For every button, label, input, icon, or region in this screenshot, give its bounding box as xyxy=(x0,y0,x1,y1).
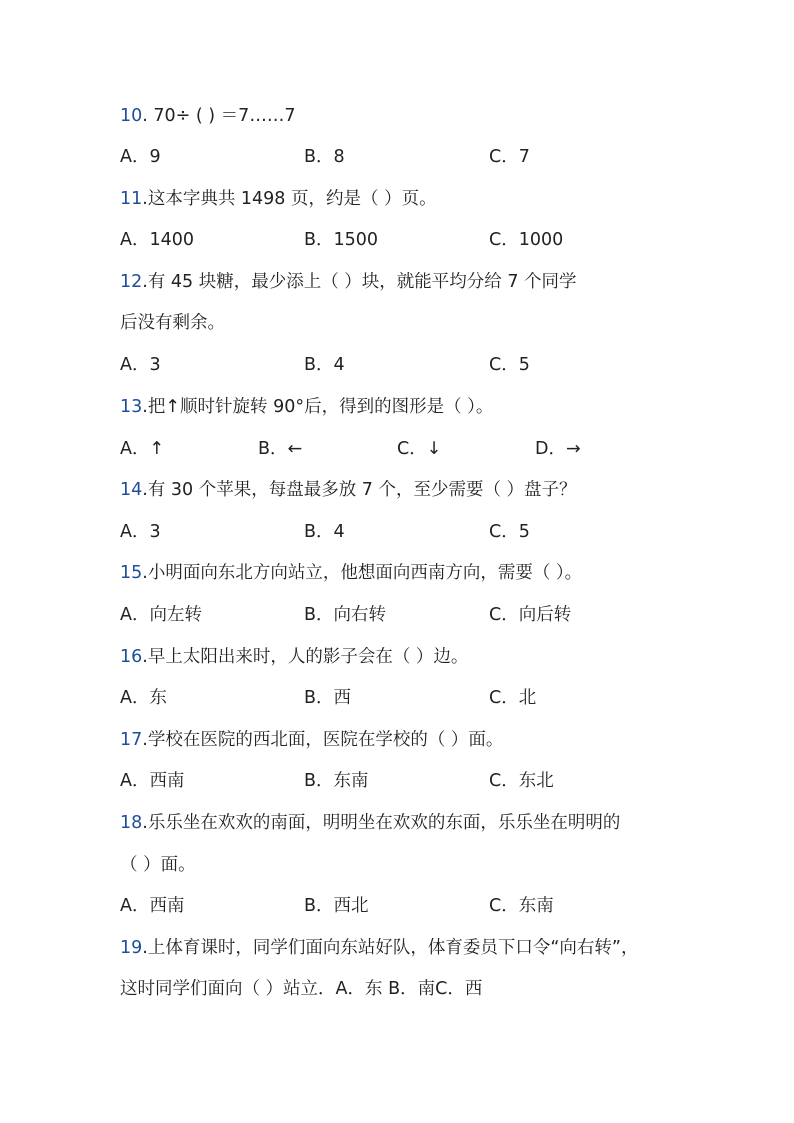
question-number: 18 xyxy=(120,813,143,833)
question-12-continuation xyxy=(120,311,225,335)
option-b[interactable]: B．8 xyxy=(304,147,345,167)
option-c[interactable]: C．向后转 xyxy=(489,605,572,625)
question-text: .有 45 块糖，最少添上（ ）块，就能平均分给 7 个同学 xyxy=(142,272,577,292)
option-b[interactable]: B．向右转 xyxy=(304,605,387,625)
question-16 xyxy=(120,645,468,669)
question-text: .这本字典共 1498 页，约是（ ）页。 xyxy=(142,189,437,209)
question-text: .把↑顺时针旋转 90°后，得到的图形是（ ）。 xyxy=(142,397,494,417)
question-number: 16 xyxy=(120,647,143,667)
option-d[interactable]: D．→ xyxy=(535,439,581,459)
option-c[interactable]: C．北 xyxy=(489,688,537,708)
option-b[interactable]: B．← xyxy=(258,439,303,459)
question-12 xyxy=(120,270,577,294)
question-number: 19 xyxy=(120,938,143,958)
option-a[interactable]: A．向左转 xyxy=(120,605,202,625)
option-c[interactable]: C．1000 xyxy=(489,230,564,250)
option-c[interactable]: C．5 xyxy=(489,355,530,375)
option-c[interactable]: C．东北 xyxy=(489,771,554,791)
option-c[interactable]: C．5 xyxy=(489,522,530,542)
question-text-continued: 后没有剩余。 xyxy=(120,313,225,333)
question-number: 17 xyxy=(120,730,143,750)
question-text: .上体育课时，同学们面向东站好队，体育委员下口令“向右转”， xyxy=(142,938,639,958)
question-18 xyxy=(120,811,620,835)
option-b[interactable]: B．西北 xyxy=(304,896,369,916)
option-c[interactable]: C．7 xyxy=(489,147,530,167)
question-text-continued: （ ）面。 xyxy=(120,855,196,875)
question-text: .学校在医院的西北面，医院在学校的（ ）面。 xyxy=(142,730,504,750)
option-b[interactable]: B．4 xyxy=(304,355,345,375)
option-a[interactable]: A．3 xyxy=(120,355,161,375)
question-11 xyxy=(120,187,437,211)
question-number: 14 xyxy=(120,480,143,500)
question-13 xyxy=(120,395,493,419)
question-text: . 70÷ ( ) ＝7……7 xyxy=(142,106,296,126)
option-a[interactable]: A．东 xyxy=(120,688,167,708)
option-a[interactable]: A．3 xyxy=(120,522,161,542)
question-number: 10 xyxy=(120,106,143,126)
option-b[interactable]: B．西 xyxy=(304,688,352,708)
option-c[interactable]: C．↓ xyxy=(397,439,442,459)
option-c[interactable]: C．东南 xyxy=(489,896,554,916)
option-b[interactable]: B．1500 xyxy=(304,230,379,250)
question-19-continuation xyxy=(120,977,482,1001)
question-10 xyxy=(120,104,295,128)
question-text: .早上太阳出来时，人的影子会在（ ）边。 xyxy=(142,647,469,667)
option-a[interactable]: A．1400 xyxy=(120,230,195,250)
question-number: 11 xyxy=(120,189,143,209)
question-17 xyxy=(120,728,503,752)
option-b[interactable]: B．东南 xyxy=(304,771,369,791)
option-b[interactable]: B．4 xyxy=(304,522,345,542)
option-a[interactable]: A．西南 xyxy=(120,771,185,791)
question-text: .有 30 个苹果，每盘最多放 7 个，至少需要（ ）盘子？ xyxy=(142,480,577,500)
question-number: 15 xyxy=(120,563,143,583)
question-number: 13 xyxy=(120,397,143,417)
question-15 xyxy=(120,561,582,585)
question-text: .小明面向东北方向站立，他想面向西南方向，需要（ ）。 xyxy=(142,563,583,583)
question-14 xyxy=(120,478,577,502)
question-text: .乐乐坐在欢欢的南面，明明坐在欢欢的东面，乐乐坐在明明的 xyxy=(142,813,621,833)
question-text-continued: 这时同学们面向（ ）站立．A．东 B．南C．西 xyxy=(120,979,483,999)
question-18-continuation xyxy=(120,853,196,877)
option-a[interactable]: A．↑ xyxy=(120,439,165,459)
question-number: 12 xyxy=(120,272,143,292)
option-a[interactable]: A．西南 xyxy=(120,896,185,916)
option-a[interactable]: A．9 xyxy=(120,147,161,167)
question-19 xyxy=(120,936,638,960)
